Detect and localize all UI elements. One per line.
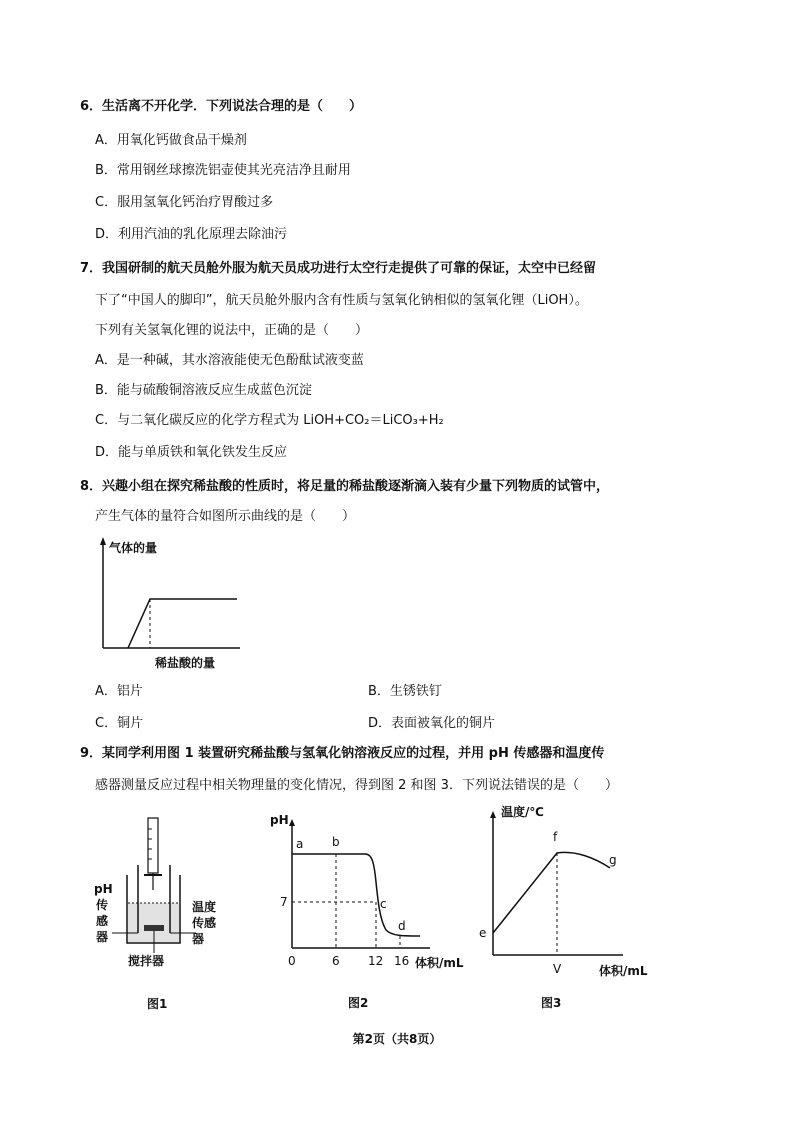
temp-sensor-label-1: 温度 <box>192 900 217 914</box>
q6-option-c: C．服用氢氧化钙治疗胃酸过多 <box>95 195 274 210</box>
q7-option-b: B．能与硫酸铜溶液反应生成蓝色沉淀 <box>95 383 312 398</box>
fig2-point-b: b <box>332 835 340 849</box>
burette <box>148 818 158 873</box>
fig2-x-tick-12: 12 <box>368 954 384 968</box>
q8-stem-line-2: 产生气体的量符合如图所示曲线的是（ ） <box>95 509 356 524</box>
q8-option-a: A．铝片 <box>95 684 143 699</box>
q8-curve <box>128 599 237 648</box>
ph-sensor-label-4: 器 <box>96 930 109 944</box>
q8-option-d: D．表面被氧化的铜片 <box>368 716 496 731</box>
fig3-y-arrow <box>490 811 496 818</box>
fig2-x-tick-16: 16 <box>394 954 410 968</box>
q9-fig1-apparatus <box>92 815 242 1020</box>
q8-y-arrow <box>100 537 106 545</box>
q7-option-a: A．是一种碱，其水溶液能使无色酚酞试液变蓝 <box>95 353 364 368</box>
q6-option-a: A．用氧化钙做食品干燥剂 <box>95 133 247 148</box>
q9-stem-line-1: 9．某同学利用图 1 装置研究稀盐酸与氢氧化钠溶液反应的过程，并用 pH 传感器和温度传 <box>80 746 605 761</box>
fig2-y-arrow <box>289 819 295 826</box>
fig2-point-a: a <box>296 837 304 851</box>
page-footer: 第2页（共8页） <box>352 1032 442 1046</box>
stirrer-bar <box>144 925 164 931</box>
fig1-caption: 图1 <box>147 997 168 1011</box>
q6-stem: 6．生活离不开化学．下列说法合理的是（ ） <box>80 99 363 114</box>
stirrer-label: 搅拌器 <box>128 954 165 968</box>
fig3-x-tick-v: V <box>553 962 562 976</box>
q8-option-c: C．铜片 <box>95 716 144 731</box>
fig2-x-label: 体积/mL <box>415 956 464 970</box>
fig3-point-g: g <box>609 853 617 867</box>
q9-fig3-temperature-graph <box>475 802 665 1012</box>
q6-option-d: D．利用汽油的乳化原理去除油污 <box>95 227 288 242</box>
fig2-x-tick-0: 0 <box>288 954 296 968</box>
fig2-y-label: pH <box>270 813 289 827</box>
fig2-y-tick-7: 7 <box>280 895 288 909</box>
fig3-y-label: 温度/℃ <box>501 805 544 819</box>
temp-sensor-label-2: 传感 <box>192 916 217 930</box>
q9-fig2-ph-graph <box>270 812 480 1022</box>
fig2-caption: 图2 <box>348 996 369 1010</box>
ph-sensor-label-1: pH <box>94 882 113 896</box>
q9-stem-line-2: 感器测量反应过程中相关物理量的变化情况，得到图 2 和图 3．下列说法错误的是（ ） <box>95 778 618 793</box>
q7-stem-line-2: 下了“中国人的脚印”，航天员舱外服内含有性质与氢氧化钠相似的氢氧化锂（LiOH）。 <box>95 293 588 308</box>
fig3-temperature-curve <box>493 852 610 933</box>
ph-sensor-label-3: 感 <box>96 914 109 928</box>
q7-option-d: D．能与单质铁和氧化铁发生反应 <box>95 445 288 460</box>
q8-gas-graph <box>95 535 245 675</box>
ph-sensor-label-2: 传 <box>96 898 109 912</box>
q7-option-c: C．与二氧化碳反应的化学方程式为 LiOH+CO₂＝LiCO₃+H₂ <box>95 413 444 428</box>
fig2-point-c: c <box>380 897 387 911</box>
q7-stem-line-3: 下列有关氢氧化锂的说法中，正确的是（ ） <box>95 323 369 338</box>
q8-option-b: B．生锈铁钉 <box>368 684 442 699</box>
q8-y-label: 气体的量 <box>109 541 158 555</box>
fig3-point-f: f <box>553 830 558 844</box>
q8-x-label: 稀盐酸的量 <box>155 656 216 670</box>
q7-stem-line-1: 7．我国研制的航天员舱外服为航天员成功进行太空行走提供了可靠的保证，太空中已经留 <box>80 261 597 276</box>
fig3-x-label: 体积/mL <box>599 964 648 978</box>
q8-stem-line-1: 8．兴趣小组在探究稀盐酸的性质时，将足量的稀盐酸逐渐滴入装有少量下列物质的试管中， <box>80 479 610 494</box>
fig3-caption: 图3 <box>541 996 562 1010</box>
fig3-point-e: e <box>479 926 487 940</box>
fig2-x-tick-6: 6 <box>332 954 340 968</box>
fig2-point-d: d <box>398 919 406 933</box>
q6-option-b: B．常用钢丝球擦洗铝壶使其光亮洁净且耐用 <box>95 163 351 178</box>
temp-sensor-label-3: 器 <box>192 932 205 946</box>
